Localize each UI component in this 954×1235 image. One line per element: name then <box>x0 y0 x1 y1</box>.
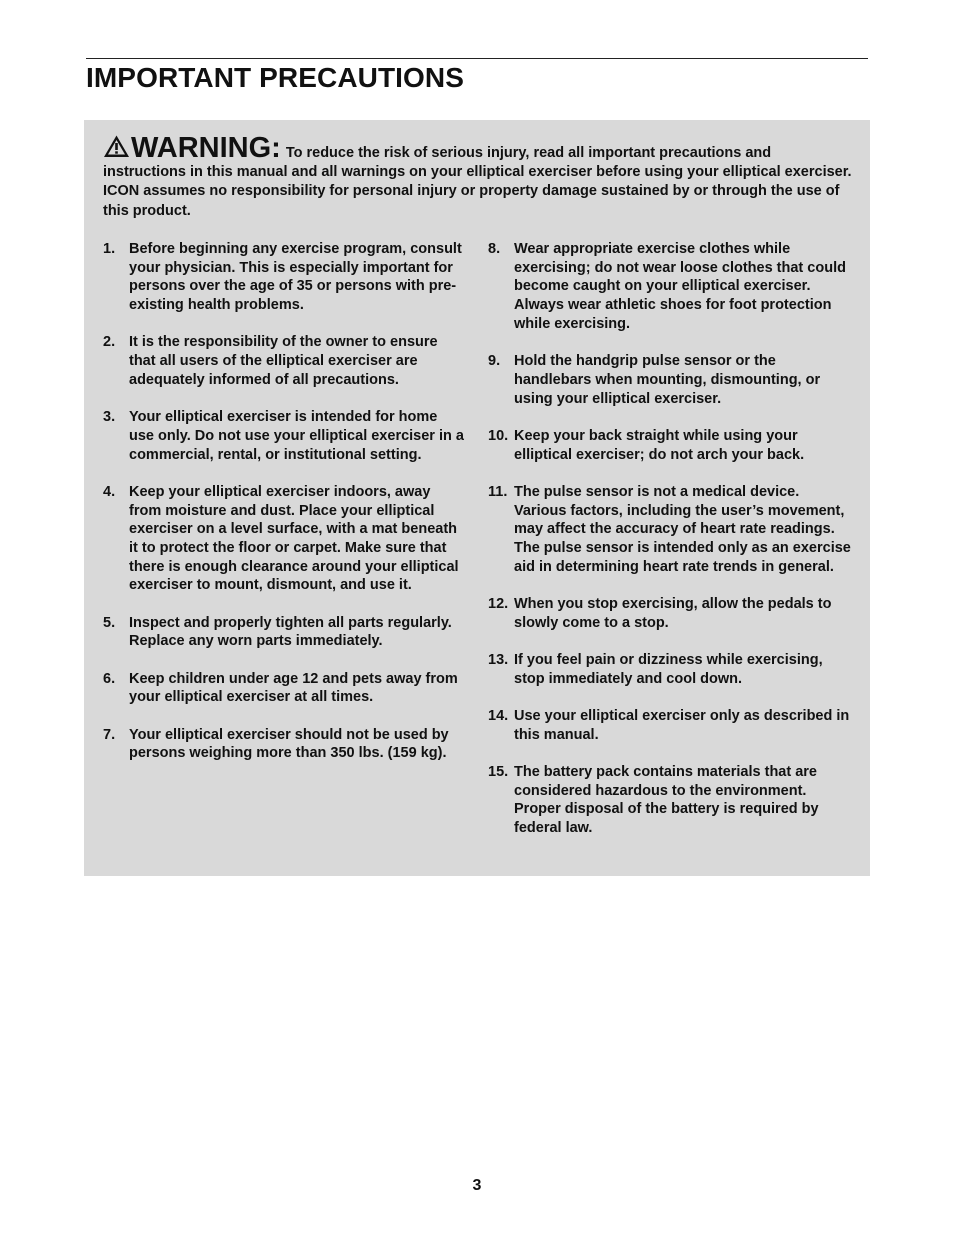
precaution-number: 15. <box>488 763 509 780</box>
precautions-right-column <box>488 240 854 856</box>
warning-box <box>84 120 870 876</box>
precaution-text: Keep your elliptical exerciser indoors, away from moisture and dust. Place your elliptical exerciser on a level surface, with a mat beneath it to protect the floor or carpet. Make sure that there is enough clearance around your elliptical exerciser to mount, dismount, and use it. <box>129 483 459 594</box>
precaution-item <box>103 240 465 315</box>
precaution-text: Inspect and properly tighten all parts regularly. Replace any worn parts immediately. <box>129 614 452 650</box>
precaution-number: 9. <box>488 353 501 370</box>
precaution-number: 14. <box>488 707 509 724</box>
precaution-item <box>488 763 854 838</box>
warning-triangle-icon <box>103 134 130 158</box>
precaution-item <box>103 614 465 651</box>
precaution-item <box>488 352 854 408</box>
precaution-text: The pulse sensor is not a medical device. Various factors, including the user’s movement, may affect the accuracy of heart rate readings. The pulse sensor is intended only as an exercise aid in determining heart rate trends in general. <box>514 483 851 575</box>
precaution-item <box>488 595 854 632</box>
precaution-number: 13. <box>488 651 509 668</box>
precaution-number: 6. <box>103 670 116 687</box>
precaution-text: Before beginning any exercise program, consult your physician. This is especially important for persons over the age of 35 or persons with pre-existing health problems. <box>129 241 462 314</box>
precaution-number: 7. <box>103 726 116 743</box>
precaution-item <box>488 427 854 464</box>
precaution-text: When you stop exercising, allow the pedals to slowly come to a stop. <box>514 595 832 631</box>
precaution-item <box>488 483 854 577</box>
precaution-number: 2. <box>103 334 116 351</box>
precaution-number: 10. <box>488 427 509 444</box>
precaution-item <box>103 670 465 707</box>
page-title: IMPORTANT PRECAUTIONS <box>86 62 465 93</box>
warning-heading: WARNING: <box>131 132 281 164</box>
top-rule <box>86 58 868 59</box>
precautions-left-column <box>103 240 465 782</box>
page-number: 3 <box>472 1177 482 1194</box>
precaution-number: 3. <box>103 409 116 426</box>
precaution-number: 1. <box>103 241 116 257</box>
warning-intro <box>103 134 853 221</box>
precaution-number: 4. <box>103 483 116 500</box>
precaution-item <box>103 333 465 389</box>
precaution-item <box>103 726 465 763</box>
precaution-text: Keep children under age 12 and pets away from your elliptical exerciser at all times. <box>129 670 458 706</box>
warning-intro-text: To reduce the risk of serious injury, read all important precautions and instructions in this manual and all warnings on your elliptical exerciser before using your elliptical exerciser. ICON assumes no responsibility for personal injury or property damage sustained by or through the use of this product. <box>103 145 852 219</box>
precaution-text: The battery pack contains materials that are considered hazardous to the environment. Proper disposal of the battery is required by federal law. <box>514 763 819 837</box>
precaution-item <box>488 240 854 334</box>
precaution-item <box>103 483 465 595</box>
precaution-text: Your elliptical exerciser is intended for home use only. Do not use your elliptical exerciser in a commercial, rental, or institutional setting. <box>129 409 464 463</box>
precaution-item <box>488 707 854 744</box>
precaution-text: It is the responsibility of the owner to ensure that all users of the elliptical exerciser are adequately informed of all precautions. <box>129 334 438 388</box>
precaution-item <box>488 651 854 688</box>
precaution-text: Wear appropriate exercise clothes while exercising; do not wear loose clothes that could become caught on your elliptical exerciser. Always wear athletic shoes for foot protection while exercising. <box>514 241 846 332</box>
precaution-item <box>103 408 465 464</box>
precaution-text: If you feel pain or dizziness while exercising, stop immediately and cool down. <box>514 651 823 687</box>
precaution-number: 12. <box>488 595 509 612</box>
precaution-text: Your elliptical exerciser should not be used by persons weighing more than 350 lbs. (159 kg). <box>129 726 449 762</box>
precaution-number: 5. <box>103 614 116 631</box>
precaution-text: Keep your back straight while using your elliptical exerciser; do not arch your back. <box>514 427 805 463</box>
precaution-text: Use your elliptical exerciser only as described in this manual. <box>514 707 850 743</box>
precaution-number: 11. <box>488 483 508 500</box>
precaution-number: 8. <box>488 241 501 257</box>
precaution-text: Hold the handgrip pulse sensor or the handlebars when mounting, dismounting, or using your elliptical exerciser. <box>514 353 821 407</box>
